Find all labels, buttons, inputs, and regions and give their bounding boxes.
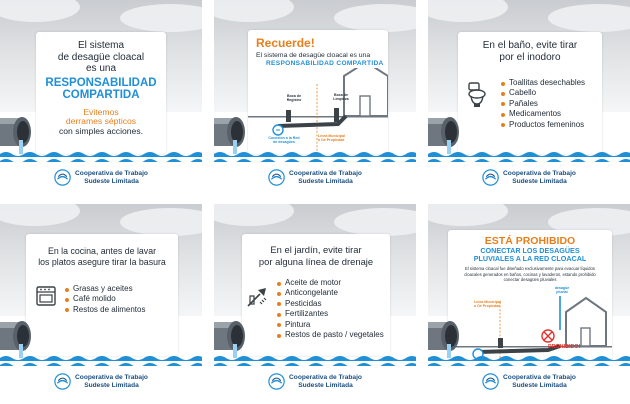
list-item: Café molido (64, 294, 145, 304)
brand-logo (214, 366, 416, 400)
brand-line1: Cooperativa de Trabajo (289, 373, 362, 381)
list-item: Pañales (500, 99, 585, 109)
brand-line1: Cooperativa de Trabajo (289, 169, 362, 177)
cooperative-logo-icon (268, 373, 285, 390)
list-item: Toallitas desechables (500, 78, 585, 88)
list-item: Fertilizantes (276, 309, 384, 319)
card1-note1: Evitemos (83, 106, 119, 117)
prohibited-connection-diagram (448, 290, 612, 360)
cooperative-logo-icon (54, 373, 71, 390)
message-panel (26, 234, 178, 356)
card5-list (276, 278, 384, 340)
garden-tools-icon (246, 284, 270, 308)
list-item: Pesticidas (276, 299, 384, 309)
card1-note3: con simples acciones. (58, 126, 144, 137)
label-boca-limpieza: Boca de Limpieza (333, 93, 349, 101)
message-panel (248, 30, 388, 154)
card6-heading: ESTÁ PROHIBIDO (484, 235, 576, 247)
brand-line1: Cooperativa de Trabajo (75, 373, 148, 381)
brand-line2: Sudeste Limitada (298, 381, 353, 389)
message-panel (448, 230, 612, 360)
brand-logo (0, 366, 202, 400)
card1-note2: derrames sépticos (65, 116, 137, 127)
list-item: Productos femeninos (500, 120, 585, 130)
cooperative-logo-icon (482, 373, 499, 390)
brand-logo (214, 162, 416, 196)
message-panel (242, 234, 390, 356)
label-linea-municipal: Línea Municipal (474, 300, 501, 304)
brand-logo (428, 366, 630, 400)
list-item: Restos de pasto / vegetales (276, 330, 384, 340)
card-recuerde (214, 0, 416, 196)
card1-line3: es una (85, 63, 117, 74)
card1-emph1: RESPONSABILIDAD (45, 76, 157, 89)
brand-line2: Sudeste Limitada (84, 177, 139, 185)
cooperative-logo-icon (268, 169, 285, 186)
cooperative-logo-icon (482, 169, 499, 186)
brand-line2: Sudeste Limitada (298, 177, 353, 185)
card6-sub1: CONECTAR LOS DESAGÜES (480, 246, 580, 255)
card-prohibido (428, 204, 630, 400)
label-desague: desagüe (554, 286, 570, 290)
card6-sub2: PLUVIALES A LA RED CLOACAL (473, 254, 587, 264)
card6-body: El sistema cloacal fue diseñado exclusivamente para evacuar líquidos cloacales generados en baños, cocinas y lavaderos, estando prohibido conectar desagües pluviales (464, 266, 596, 282)
card2-line1: El sistema de desagüe cloacal es una (256, 52, 371, 59)
card1-line2: de desagüe cloacal (57, 51, 145, 63)
list-item: Medicamentos (500, 109, 585, 119)
label-conexion-red: Conexión a la Red de desagües (268, 136, 300, 144)
label-linea-municipal: Línea Municipal (318, 134, 345, 138)
card5-title1: En el jardín, evite tirar (270, 244, 362, 255)
card4-title1: En la cocina, antes de lavar (47, 246, 157, 256)
list-item: Aceite de motor (276, 278, 384, 288)
card3-list (500, 78, 585, 130)
brand-line1: Cooperativa de Trabajo (75, 169, 148, 177)
stove-icon (36, 286, 56, 306)
card1-emph2: COMPARTIDA (62, 89, 140, 101)
card4-title2: los platos asegure tirar la basura (38, 257, 166, 267)
card1-line1: El sistema (77, 40, 125, 51)
list-item: Cabello (500, 88, 585, 98)
card-responsabilidad (0, 0, 202, 196)
prohibited-label: PROHIBIDO! (548, 344, 581, 350)
list-item: Anticongelante (276, 288, 384, 298)
brand-line2: Sudeste Limitada (84, 381, 139, 389)
brand-logo (428, 162, 630, 196)
list-item: Grasas y aceites (64, 284, 145, 294)
card-cocina (0, 204, 202, 400)
message-panel (36, 32, 166, 154)
card3-title1: En el baño, evite tirar (482, 40, 578, 51)
card-bano (428, 0, 630, 196)
card4-list (64, 284, 145, 315)
card2-emph: RESPONSABILIDAD COMPARTIDA (266, 60, 384, 67)
list-item: Restos de alimentos (64, 305, 145, 315)
card-jardin (214, 204, 416, 400)
card2-heading: Recuerde! (256, 36, 315, 50)
label-pluvial: pluvial (556, 290, 568, 294)
card5-title2: por alguna línea de drenaje (258, 255, 374, 267)
brand-logo (0, 162, 202, 196)
brand-line1: Cooperativa de Trabajo (503, 373, 576, 381)
toilet-icon (466, 82, 488, 108)
cooperative-logo-icon (54, 169, 71, 186)
label-boca-registro: Boca de Registro (286, 94, 302, 102)
list-item: Pintura (276, 320, 384, 330)
label-de-propiedad: o De Propiedad (318, 138, 345, 142)
brand-line2: Sudeste Limitada (512, 381, 567, 389)
label-de-propiedad: o De Propiedad (474, 304, 501, 308)
card3-title2: por el inodoro (499, 52, 561, 63)
message-panel (458, 32, 602, 154)
brand-line2: Sudeste Limitada (512, 177, 567, 185)
brand-line1: Cooperativa de Trabajo (503, 169, 576, 177)
